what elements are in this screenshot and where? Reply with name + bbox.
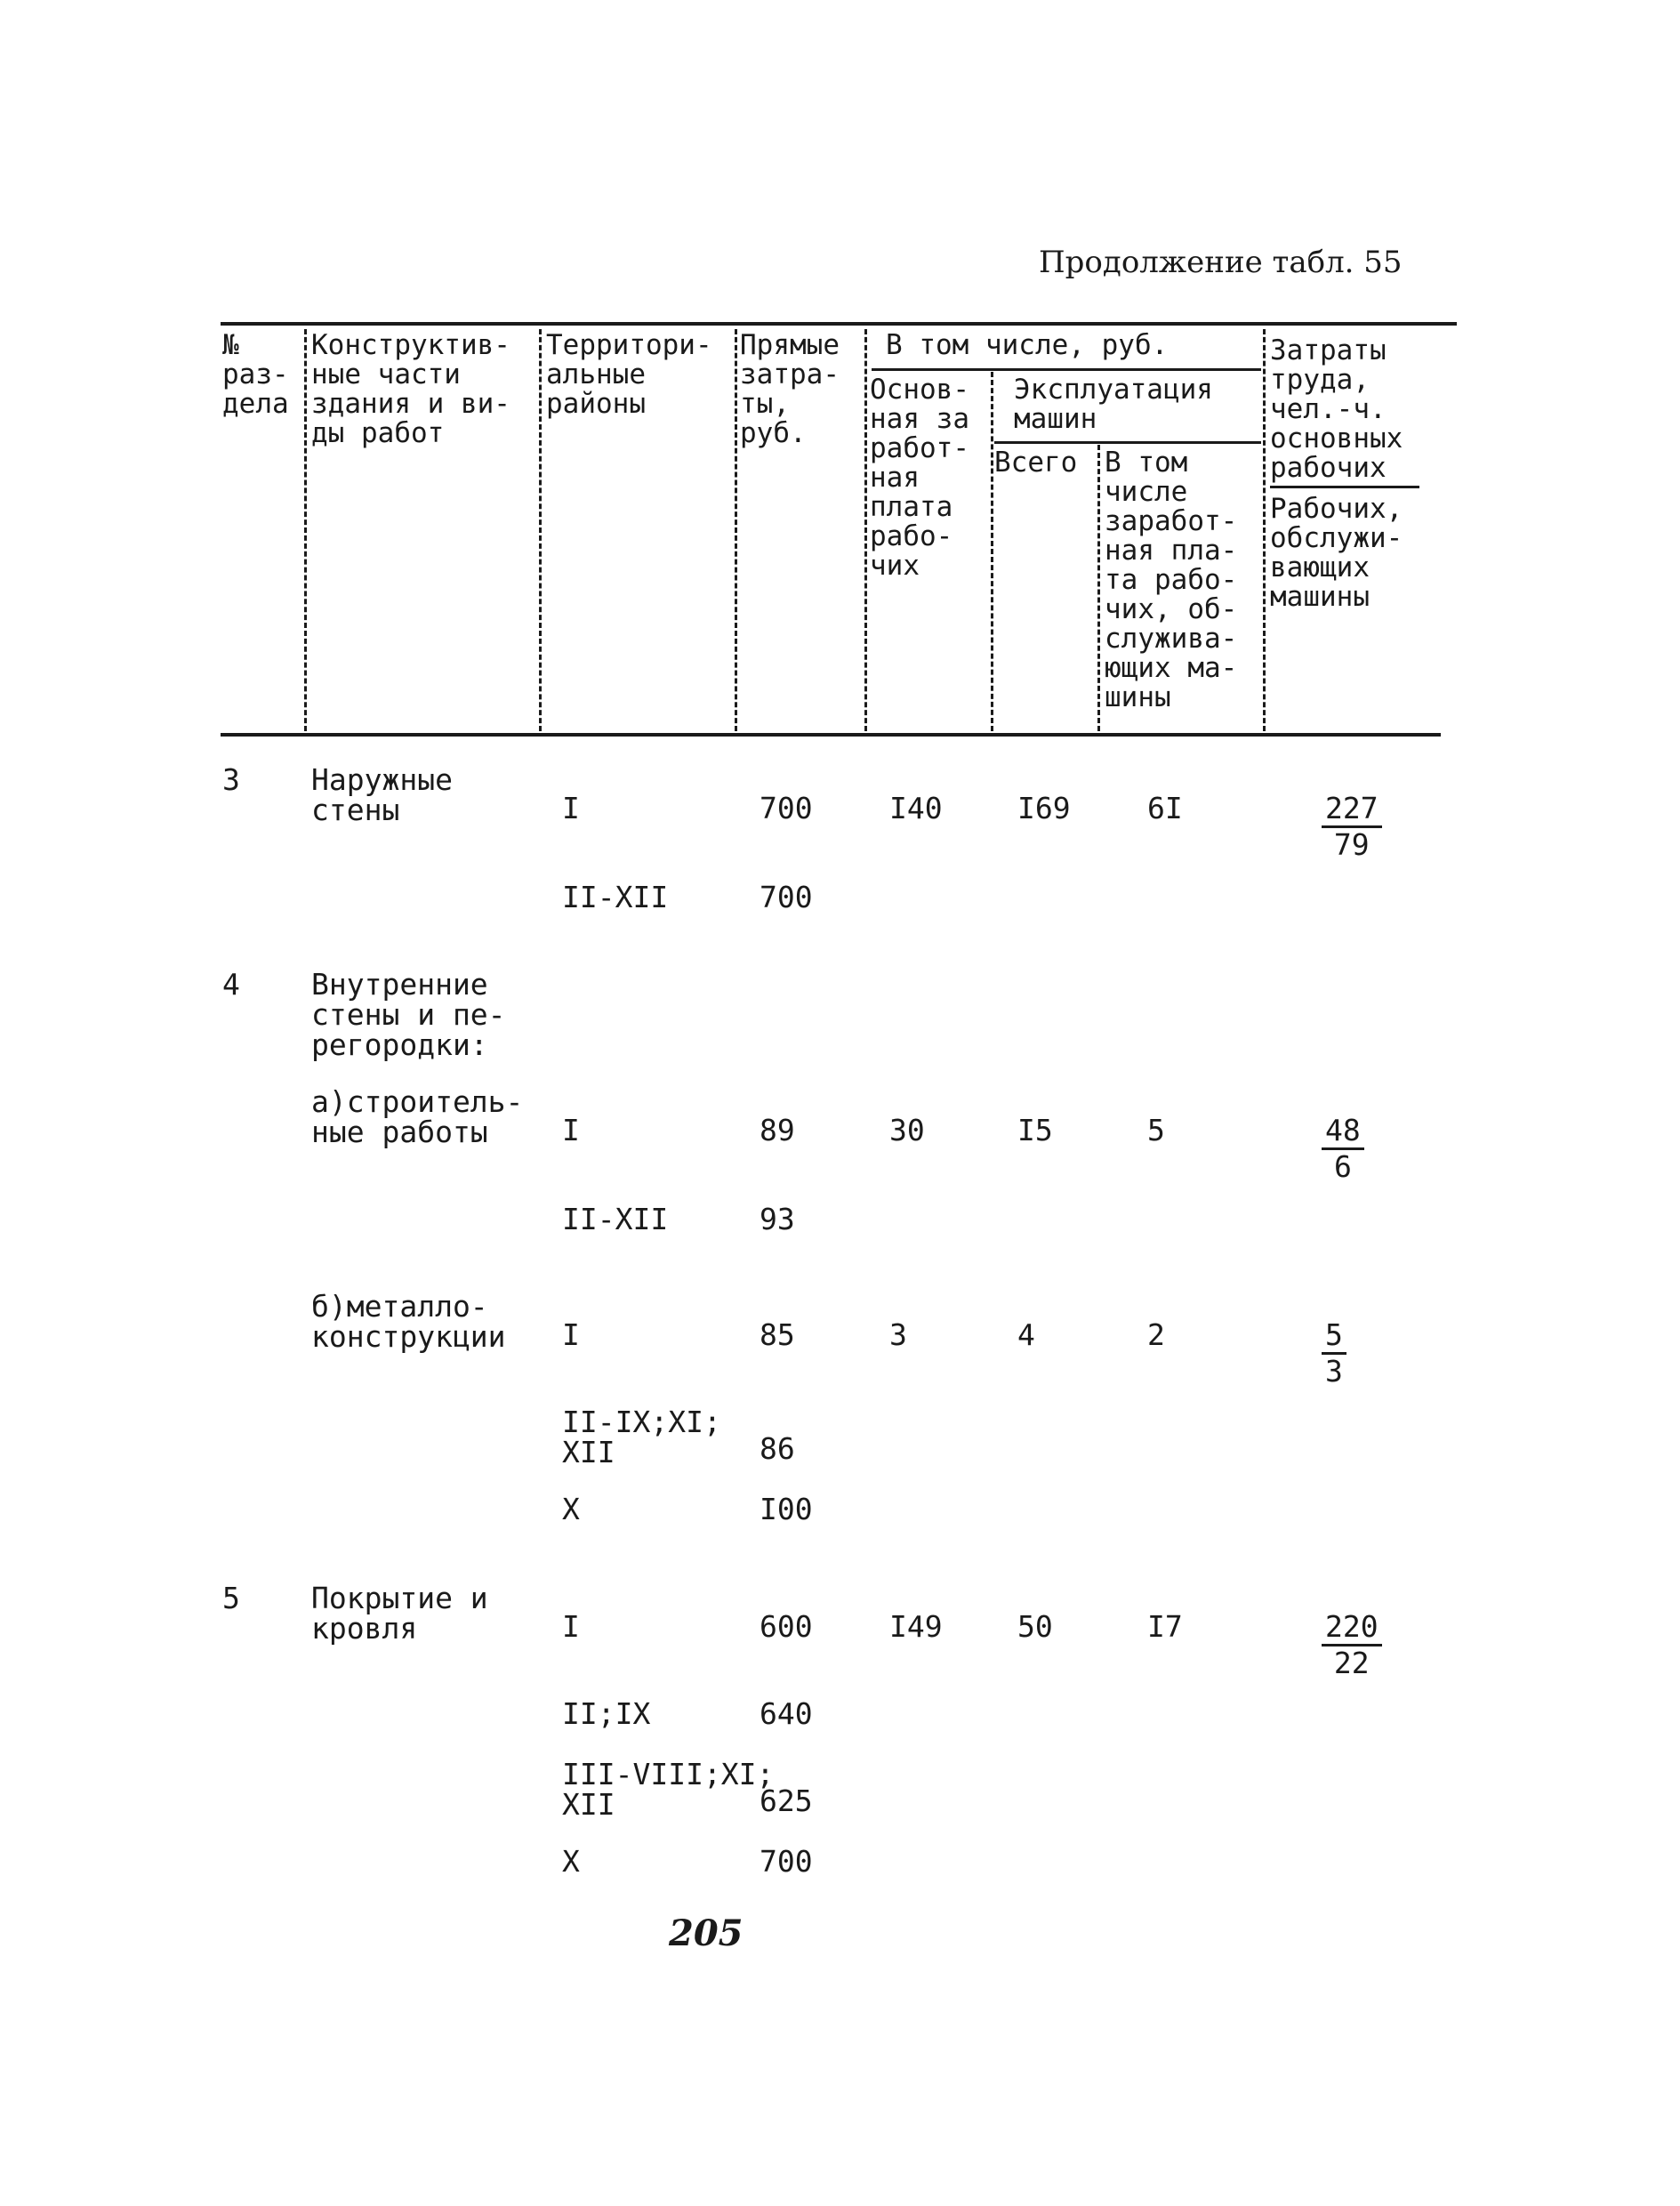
machine-total: I5 — [1017, 1113, 1053, 1147]
base-wage: I49 — [889, 1609, 943, 1644]
header-machine-operation: Эксплуатация машин — [1014, 374, 1213, 435]
structural-part: б)металло- конструкции — [311, 1289, 506, 1354]
header-separator — [735, 329, 737, 731]
header-labor-machine: Рабочих, обслужи- вающих машины — [1270, 493, 1403, 613]
direct-cost: 700 — [760, 1844, 813, 1879]
header-separator — [304, 329, 307, 731]
incl-underline — [872, 368, 1261, 371]
structural-part: а)строитель- ные работы — [311, 1084, 524, 1149]
labor-main: 220 — [1322, 1610, 1382, 1646]
header-structural-parts: Конструктив- ные части здания и ви- ды работ — [311, 329, 510, 449]
direct-cost: 700 — [760, 791, 813, 825]
structural-part: Наружные стены — [311, 762, 453, 827]
header-separator — [991, 372, 993, 731]
machine-total: 50 — [1017, 1609, 1053, 1644]
direct-cost: 86 — [760, 1431, 795, 1466]
region: II;IX — [562, 1696, 651, 1731]
machine-wage: 2 — [1147, 1317, 1165, 1352]
header-separator — [1097, 445, 1100, 731]
direct-cost: 89 — [760, 1113, 795, 1147]
labor-main: 48 — [1322, 1114, 1364, 1150]
machine-wage: 6I — [1147, 791, 1183, 825]
structural-part: Покрытие и кровля — [311, 1581, 488, 1646]
labor-machine: 6 — [1333, 1149, 1352, 1184]
header-separator — [1263, 329, 1266, 731]
region: I — [562, 791, 580, 825]
table-caption: Продолжение табл. 55 — [1039, 245, 1403, 280]
machine-total: I69 — [1017, 791, 1071, 825]
region: II-XII — [562, 880, 669, 914]
header-regions: Территори- альные районы — [546, 329, 712, 420]
header-base-wage: Основ- ная за работ- ная плата рабо- чих — [870, 374, 969, 582]
header-incl-machine-wage: В том числе заработ- ная пла- та рабо- чих, об- служива- ющих ма- шины — [1105, 447, 1238, 713]
direct-cost: 640 — [760, 1696, 813, 1731]
direct-cost: I00 — [760, 1492, 813, 1526]
direct-cost: 600 — [760, 1609, 813, 1644]
labor-main: 5 — [1322, 1318, 1346, 1355]
region: II-IX;XI; XII — [562, 1405, 721, 1469]
section-number: 3 — [222, 762, 240, 797]
header-labor-main: Затраты труда, чел.-ч. основных рабочих — [1270, 334, 1403, 484]
direct-cost: 85 — [760, 1317, 795, 1352]
labor-machine: 22 — [1333, 1646, 1370, 1680]
labor-main: 227 — [1322, 792, 1382, 828]
base-wage: I40 — [889, 791, 943, 825]
machine-wage: 5 — [1147, 1113, 1165, 1147]
header-bottom-rule — [221, 733, 1441, 737]
labor-costs — [1322, 1318, 1346, 1389]
header-separator — [539, 329, 542, 731]
region: X — [562, 1492, 580, 1526]
labor-costs — [1322, 1610, 1382, 1680]
region: I — [562, 1317, 580, 1352]
structural-part: Внутренние стены и пе- регородки: — [311, 967, 506, 1062]
labor-machine: 3 — [1325, 1354, 1343, 1389]
header-top-rule — [221, 322, 1457, 326]
region: I — [562, 1609, 580, 1644]
region: I — [562, 1113, 580, 1147]
region: X — [562, 1844, 580, 1879]
header-including: В том числе, руб. — [886, 329, 1169, 361]
direct-cost: 93 — [760, 1202, 795, 1236]
header-section-no: № раз- дела — [222, 329, 289, 420]
header-direct-costs: Прямые затра- ты, руб. — [740, 329, 840, 449]
base-wage: 30 — [889, 1113, 925, 1147]
direct-cost: 700 — [760, 880, 813, 914]
labor-divider — [1270, 486, 1419, 488]
labor-costs — [1322, 1114, 1364, 1184]
labor-costs — [1322, 792, 1382, 862]
machine-total: 4 — [1017, 1317, 1035, 1352]
section-number: 5 — [222, 1581, 240, 1615]
region: III-VIII;XI; XII — [562, 1757, 775, 1822]
section-number: 4 — [222, 967, 240, 1002]
direct-cost: 625 — [760, 1783, 813, 1818]
base-wage: 3 — [889, 1317, 907, 1352]
machines-underline — [994, 441, 1261, 444]
page-number: 205 — [669, 1912, 744, 1954]
region: II-XII — [562, 1202, 669, 1236]
machine-wage: I7 — [1147, 1609, 1183, 1644]
header-separator — [864, 329, 867, 731]
header-total: Всего — [994, 447, 1078, 479]
labor-machine: 79 — [1333, 827, 1370, 862]
